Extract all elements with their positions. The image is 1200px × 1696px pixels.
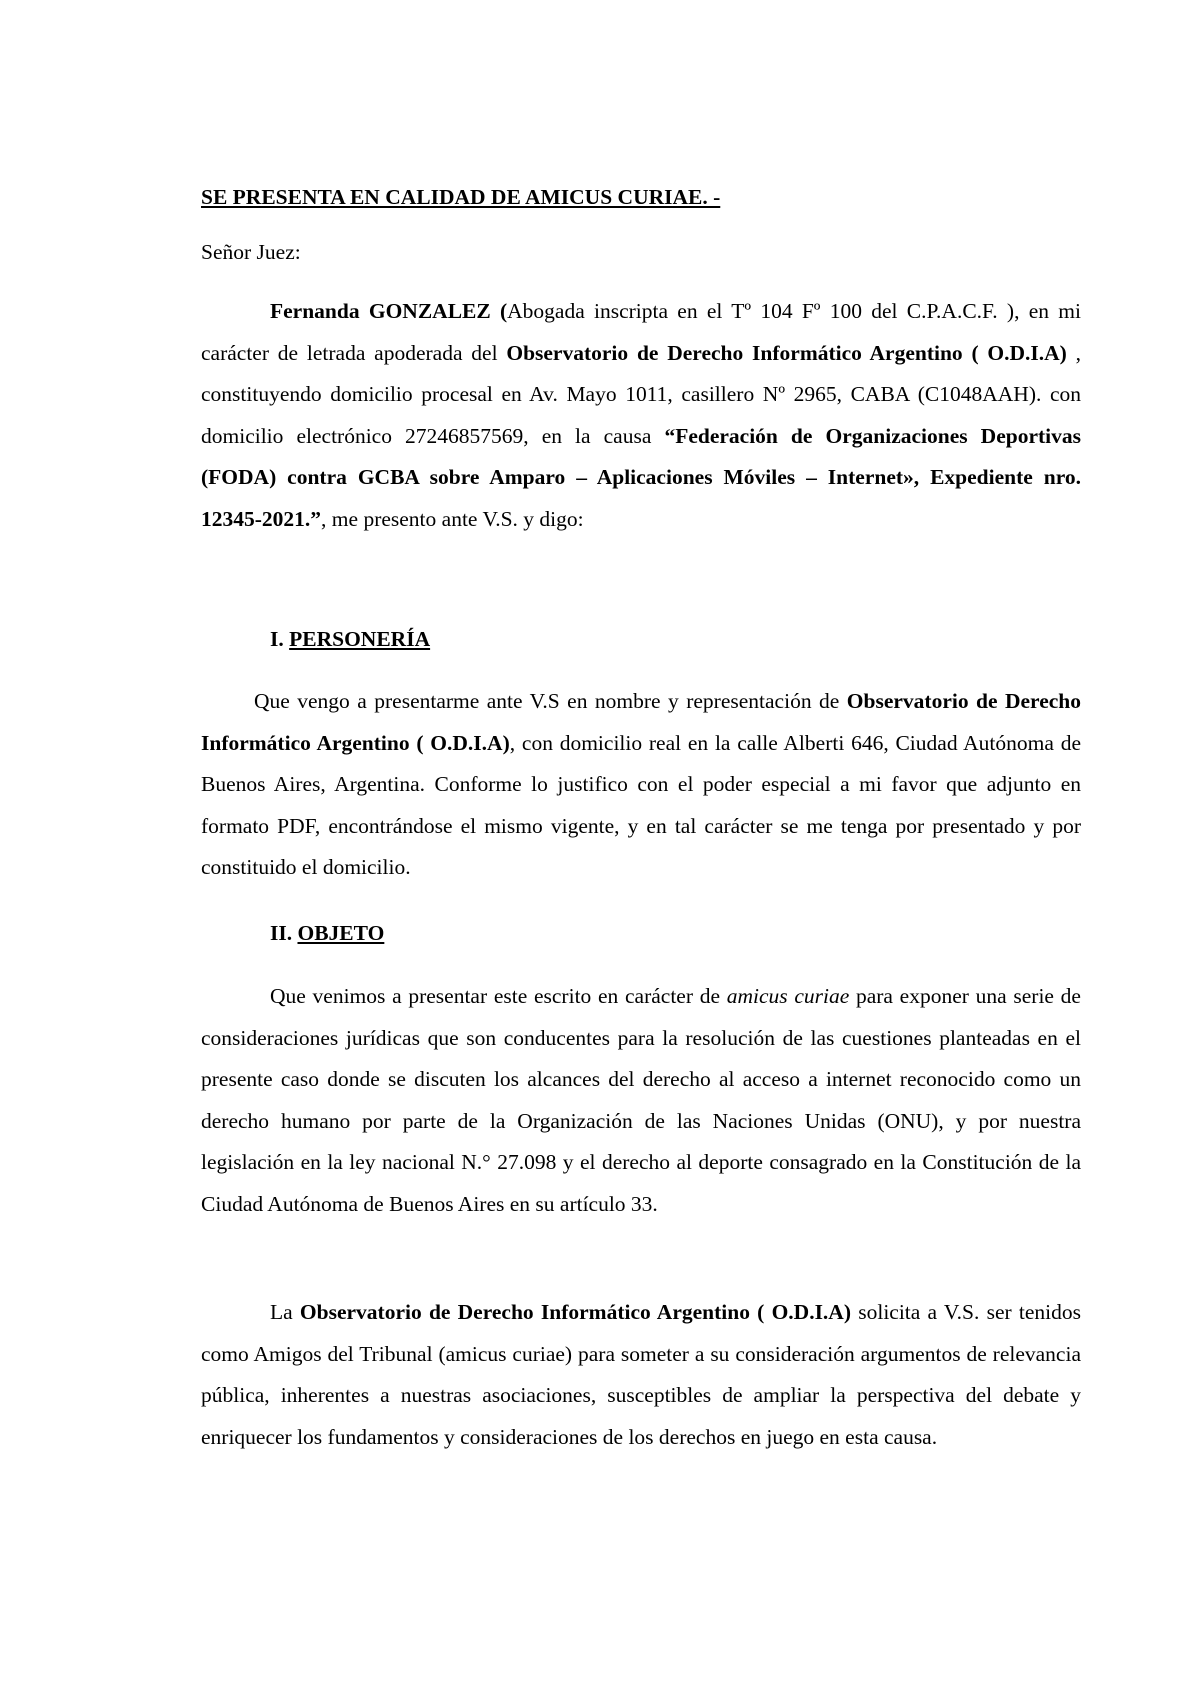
objeto2-text-1: La (270, 1300, 300, 1324)
section-number: I. (270, 627, 290, 651)
personeria-paragraph (201, 681, 1081, 889)
organization-name: Observatorio de Derecho Informático Argentino ( O.D.I.A) (506, 340, 1067, 365)
section-title: OBJETO (297, 921, 385, 945)
salutation: Señor Juez: (201, 240, 301, 264)
objeto-text-1: Que venimos a presentar este escrito en carácter de (270, 984, 727, 1008)
section-title: PERSONERÍA (289, 627, 431, 651)
amicus-curiae-italic: amicus curiae (726, 984, 850, 1008)
intro-text-3: , me presento ante V.S. y digo: (321, 506, 584, 531)
personeria-text-1: Que vengo a presentarme ante V.S en nombre y representación de (254, 689, 847, 713)
objeto-paragraph-1 (201, 976, 1081, 1225)
objeto2-text-2: solicita a V.S. ser tenidos como Amigos del Tribunal (amicus curiae) para someter a su consideración argumentos de relevancia pública, inherentes a nuestras asociaciones, susceptibles de ampliar la perspectiva del debate y enriquecer los fundamentos y consideraciones de los derechos en juego en esta causa. (201, 1300, 1082, 1449)
organization-name: Observatorio de Derecho Informático Argentino ( O.D.I.A) (201, 689, 1082, 755)
lawyer-registration: Abogada inscripta en el Tº 104 Fº 100 del C.P.A.C.F. ), (507, 299, 1020, 323)
intro-paragraph (201, 291, 1081, 540)
document-title: SE PRESENTA EN CALIDAD DE AMICUS CURIAE. - (201, 185, 721, 209)
section-number: II. (270, 921, 298, 945)
section-heading-objeto (270, 921, 384, 946)
objeto-text-2: para exponer una serie de consideraciones jurídicas que son conducentes para la resolución de las cuestiones planteadas en el presente caso donde se discuten los alcances del derecho al acceso a internet reconocido como un derecho humano por parte de la Organización de las Naciones Unidas (ONU), y por nuestra legislación en la ley nacional N.° 27.098 y el derecho al deporte consagrado en la Constitución de la Ciudad Autónoma de Buenos Aires en su artículo 33. (201, 984, 1081, 1216)
intro-text-1: en mi carácter de letrada apoderada del (201, 299, 1081, 365)
case-title: “Federación de Organizaciones Deportivas (FODA) contra GCBA sobre Amparo – Aplicaciones Móviles – Internet», Expediente nro. 12345-2021.” (201, 423, 1081, 531)
organization-name: Observatorio de Derecho Informático Argentino ( O.D.I.A) (299, 1300, 851, 1324)
lawyer-name: Fernanda GONZALEZ ( (270, 299, 508, 323)
intro-text-2: , constituyendo domicilio procesal en Av. Mayo 1011, casillero Nº 2965, CABA (C1048AAH). con domicilio electrónico 27246857569, en la causa (201, 340, 1082, 448)
section-heading-personeria (270, 627, 430, 652)
personeria-text-2: , con domicilio real en la calle Alberti 646, Ciudad Autónoma de Buenos Aires, Argentina. Conforme lo justifico con el poder especial a mi favor que adjunto en formato PDF, encontrándose el mismo vigente, y en tal carácter se me tenga por presentado y por constituido el domicilio. (201, 730, 1081, 879)
objeto-paragraph-2 (201, 1292, 1081, 1458)
